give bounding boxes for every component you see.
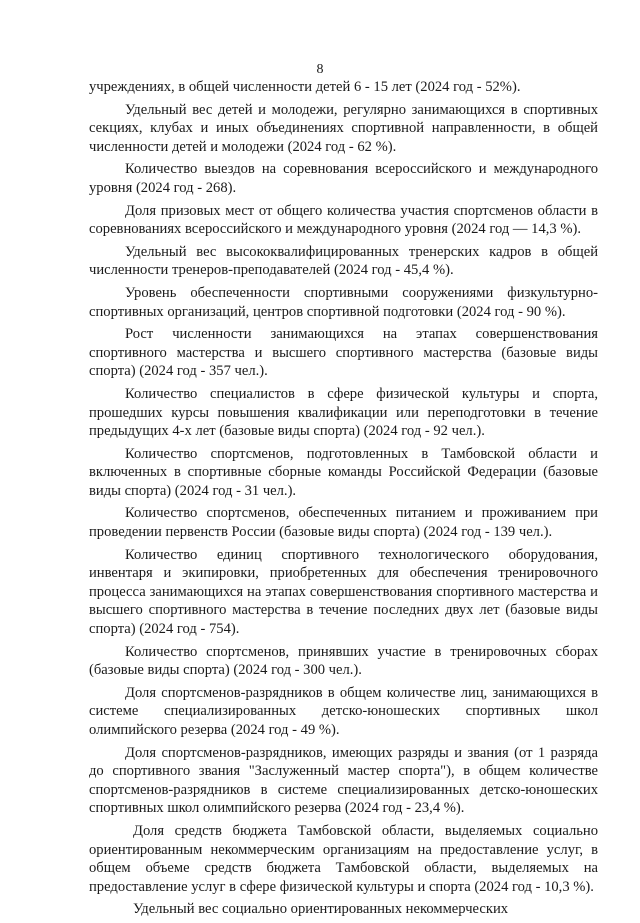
paragraph: Доля спортсменов-разрядников в общем количестве лиц, занимающихся в системе специализированных детско-юношеских спортивных школ олимпийского резерва (2024 год - 49 %). — [89, 684, 598, 738]
paragraph: Количество спортсменов, обеспеченных питанием и проживанием при проведении первенств России (базовые виды спорта) (2024 год - 139 чел.). — [89, 505, 598, 541]
paragraph: Доля средств бюджета Тамбовской области, выделяемых социально ориентированным некоммерческим организациям на предоставление услуг, в общем объеме средств бюджета Тамбовской области, выделяемых на предоставление услуг в сфере физической культуры и спорта (2024 год - 10,3 %). — [89, 822, 598, 895]
paragraph: Количество единиц спортивного технологического оборудования, инвентаря и экипировки, приобретенных для обеспечения тренировочного процесса занимающихся на этапах совершенствования спортивного мастерства и высшего спортивного мастерства в течение последних двух лет (базовые виды спорта) (2024 год - 754). — [89, 546, 598, 638]
paragraph: Уровень обеспеченности спортивными сооружениями физкультурно-спортивных организаций, центров спортивной подготовки (2024 год - 90 %). — [89, 284, 598, 320]
paragraph: Количество выездов на соревнования всероссийского и международного уровня (2024 год - 268). — [89, 161, 598, 196]
paragraph: Количество спортсменов, принявших участие в тренировочных сборах (базовые виды спорта) (2024 год - 300 чел.). — [89, 643, 598, 679]
paragraph: Количество специалистов в сфере физической культуры и спорта, прошедших курсы повышения квалификации или переподготовки в течение предыдущих 4-х лет (базовые виды спорта) (2024 год - 92 чел.). — [89, 385, 598, 440]
paragraph: Удельный вес детей и молодежи, регулярно занимающихся в спортивных секциях, клубах и иных объединениях спортивной направленности, в общей численности детей и молодежи (2024 год - 62 %). — [89, 101, 598, 155]
paragraph: Рост численности занимающихся на этапах совершенствования спортивного мастерства и высшего спортивного мастерства (базовые виды спорта) (2024 год - 357 чел.). — [89, 326, 598, 380]
paragraph: Доля призовых мест от общего количества участия спортсменов области в соревнованиях всероссийского и международного уровня (2024 год — 14,3 %). — [89, 202, 598, 238]
paragraph: Количество спортсменов, подготовленных в Тамбовской области и включенных в спортивные сборные команды Российской Федерации (базовые виды спорта) (2024 год - 31 чел.). — [89, 445, 598, 499]
paragraph: учреждениях, в общей численности детей 6 - 15 лет (2024 год - 52%). — [89, 79, 521, 95]
paragraph: Доля спортсменов-разрядников, имеющих разряды и звания (от 1 разряда до спортивного звания "Заслуженный мастер спорта"), в общем количестве спортсменов-разрядников в системе специализированных детско-юношеских спортивных школ олимпийского резерва (2024 год - 23,4 %). — [89, 744, 598, 817]
paragraph: Удельный вес социально ориентированных некоммерческих — [133, 901, 509, 918]
paragraph: Удельный вес высококвалифицированных тренерских кадров в общей численности тренеров-преподавателей (2024 год - 45,4 %). — [89, 243, 598, 279]
page-number: 8 — [316, 62, 324, 77]
document-body — [89, 78, 598, 923]
